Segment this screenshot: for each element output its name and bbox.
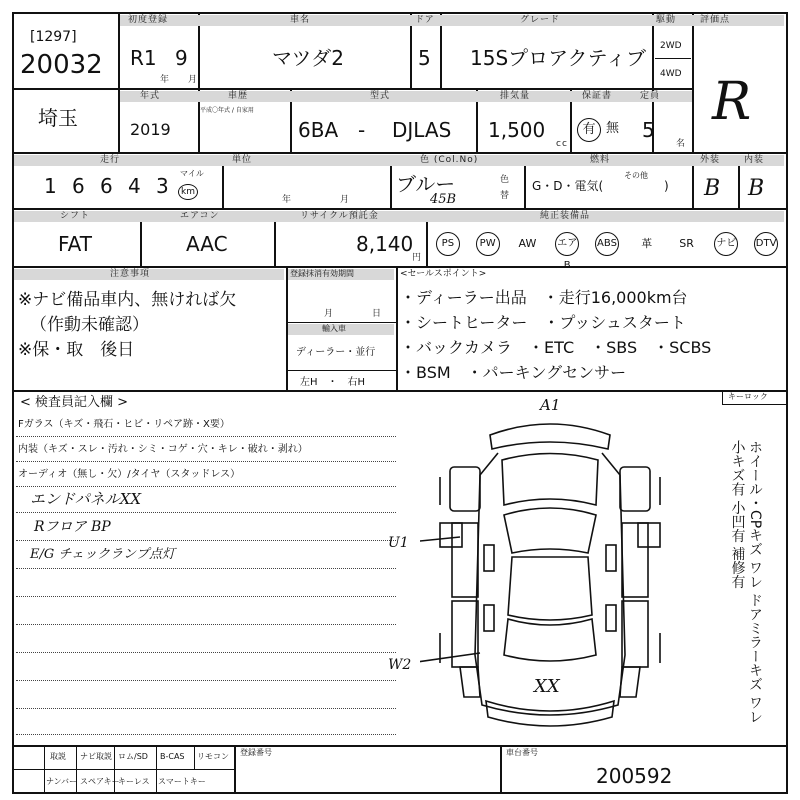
- sales-point-2: ・シートヒーター ・プッシュスタート: [400, 313, 686, 332]
- color-label-2: 替: [500, 191, 511, 201]
- label-recycle: リサイクル預託金: [300, 211, 379, 221]
- equipment-item: [746, 232, 786, 256]
- mileage-digit-2: 6: [72, 174, 85, 198]
- mark-rear-left: W2: [388, 657, 412, 673]
- writing-line-9: [16, 652, 396, 653]
- label-import: 輸入車: [322, 324, 346, 333]
- mileage-digit-5: 3: [156, 174, 169, 198]
- col-sep-q: [274, 222, 276, 266]
- inspector-audio-tire: オーディオ（無し・欠）/タイヤ（スタッドレス）: [18, 469, 241, 480]
- footer-cell-3: [156, 745, 157, 794]
- color-label-1: 色: [500, 175, 511, 185]
- label-fuel: 燃料: [590, 155, 611, 165]
- note-line-3: ※保・取 後日: [18, 340, 135, 360]
- color-code: 45B: [430, 192, 457, 207]
- label-equipment: 純正装備品: [540, 211, 591, 221]
- recycle-fee: 8,140: [356, 232, 414, 256]
- label-lock: キーロック: [728, 392, 768, 401]
- frame-top: [12, 12, 788, 14]
- mark-rear: XX: [534, 676, 560, 697]
- equipment-label: エアB: [555, 232, 579, 256]
- aircon-value: AAC: [186, 232, 228, 256]
- lot-number: 20032: [20, 50, 103, 80]
- handwritten-note-1: エンドパネルXX: [30, 490, 142, 508]
- car-name: マツダ2: [272, 46, 344, 70]
- label-history: 車歴: [228, 91, 249, 101]
- footer-rom-sd: ロム/SD: [118, 752, 148, 761]
- footer-sep-1: [234, 745, 236, 794]
- col-sep-l: [390, 166, 392, 208]
- row-sep-4: [12, 266, 788, 268]
- col-sep-p: [140, 222, 142, 266]
- writing-line-11: [16, 708, 396, 709]
- header-strip-1: [120, 15, 784, 26]
- equipment-label: ABS: [595, 232, 619, 256]
- footer-remote: リモコン: [197, 752, 229, 761]
- label-warranty: 保証書: [582, 91, 613, 101]
- writing-line-8: [16, 624, 396, 625]
- front-bumper: [490, 424, 610, 449]
- label-displacement: 排気量: [500, 91, 531, 101]
- sales-point-3: ・バックカメラ ・ETC ・SBS ・SCBS: [400, 338, 712, 357]
- label-score: 評価点: [700, 15, 731, 25]
- color-name: ブルー: [396, 172, 456, 196]
- writing-line-6: [16, 568, 396, 569]
- footer-cell-1: [76, 745, 77, 794]
- first-reg-month-unit: 月: [188, 75, 199, 85]
- fuel-close: ): [664, 179, 669, 193]
- label-drive: 駆動: [656, 15, 677, 25]
- row-sep-3: [12, 208, 788, 210]
- equipment-label: 革: [641, 237, 653, 250]
- mileage-digit-3: 6: [100, 174, 113, 198]
- writing-line-4: [16, 512, 396, 513]
- left-front-fender: [450, 467, 480, 511]
- roof: [508, 557, 592, 620]
- label-inspector: < 検査員記入欄 >: [20, 395, 129, 410]
- first-reg-month: 9: [175, 46, 188, 70]
- interior-grade: B: [748, 176, 765, 201]
- label-exterior: 外装: [700, 155, 721, 165]
- equipment-item: [547, 232, 587, 271]
- right-mirror: [638, 523, 660, 547]
- doors-value: 5: [418, 46, 431, 70]
- equipment-label: PW: [476, 232, 500, 256]
- equipment-label: AW: [518, 237, 537, 250]
- model-code: DJLAS: [392, 118, 452, 142]
- model-year: 2019: [130, 120, 171, 139]
- col-sep-k: [222, 166, 224, 208]
- footer-plate: ナンバー: [46, 777, 78, 786]
- drive-divider: [655, 58, 691, 59]
- capacity-unit: 名: [676, 139, 687, 149]
- legend-crack-1: ワレ: [747, 560, 763, 589]
- equipment-label: DTV: [754, 232, 778, 256]
- footer-navi-manual: ナビ取説: [80, 752, 112, 761]
- footer-chassis-label: 車台番号: [506, 748, 538, 757]
- legend-dent: 小凹有: [729, 500, 746, 543]
- blank-year: 年: [282, 195, 293, 205]
- handwritten-note-2: Rフロア BP: [34, 519, 111, 535]
- legend-wheel: ホイール・CPキズ: [747, 440, 763, 557]
- blank-month: 月: [340, 195, 351, 205]
- footer-reg-no-label: 登録番号: [240, 748, 272, 757]
- col-sep-o: [738, 166, 740, 208]
- writing-line-5: [16, 540, 396, 541]
- reg-day: 日: [372, 309, 383, 319]
- equipment-item: [468, 232, 508, 256]
- right-front-door: [622, 523, 648, 597]
- label-model: 型式: [370, 91, 391, 101]
- inspector-interior: 内装（キズ・スレ・汚れ・シミ・コゲ・穴・キレ・破れ・剥れ）: [18, 444, 308, 455]
- footer-mid: [12, 769, 234, 770]
- frame-bottom: [12, 792, 788, 794]
- writing-line-10: [16, 680, 396, 681]
- capacity-value: 5: [642, 118, 655, 142]
- equipment-item: [627, 232, 667, 256]
- footer-cell-2: [114, 745, 115, 794]
- legend-repair: 補修有: [729, 546, 746, 589]
- fuel-other: その他: [624, 171, 648, 180]
- rear-bumper: [486, 701, 614, 726]
- equipment-label: PS: [436, 232, 460, 256]
- label-sales-points: <セールスポイント>: [400, 269, 487, 279]
- equipment-label: ナビ: [714, 232, 738, 256]
- footer-sep-2: [500, 745, 502, 794]
- import-value: ディーラー・並行: [296, 347, 376, 358]
- label-interior: 内装: [744, 155, 765, 165]
- displacement-value: 1,500: [488, 118, 546, 142]
- frame-left: [12, 12, 14, 794]
- first-reg-era: R1: [130, 46, 157, 70]
- footer-cell-0: [44, 745, 45, 794]
- col-sep-n: [692, 166, 694, 208]
- mileage-digit-1: 1: [44, 174, 57, 198]
- windshield: [504, 508, 596, 553]
- sales-point-4: ・BSM ・パーキングセンサー: [400, 363, 627, 382]
- handwritten-note-3: E/G チェックランプ点灯: [30, 547, 175, 562]
- header-strip-4: [14, 211, 784, 222]
- inspector-glass: Fガラス（キズ・飛石・ヒビ・リペア跡・X要）: [18, 419, 230, 430]
- label-grade: グレード: [520, 15, 561, 25]
- footer-spare-key: スペアキー: [80, 777, 120, 786]
- first-reg-year-unit: 年: [160, 75, 171, 85]
- footer-manual: 取説: [50, 752, 66, 761]
- lot-code: [1297]: [30, 29, 77, 45]
- label-model-year: 年式: [140, 91, 161, 101]
- recycle-unit: 円: [412, 253, 423, 263]
- shift-value: FAT: [58, 232, 93, 256]
- equipment-item: [667, 232, 707, 256]
- label-shift: シフト: [60, 211, 91, 221]
- right-front-fender: [620, 467, 650, 511]
- mark-left: U1: [388, 535, 409, 551]
- reg-divider-2: [286, 370, 396, 371]
- label-car-name: 車名: [290, 15, 311, 25]
- col-sep-t: [396, 266, 398, 390]
- model-prefix: 6BA: [298, 118, 339, 142]
- equipment-label: SR: [679, 237, 694, 250]
- label-reg-expiry: 登録抹消有効期間: [290, 269, 354, 278]
- label-unit: 単位: [232, 155, 253, 165]
- writing-line-7: [16, 596, 396, 597]
- hood: [502, 454, 598, 506]
- row-sep-5: [12, 390, 788, 392]
- reg-divider-1: [286, 322, 396, 323]
- label-first-reg: 初度登録: [128, 15, 169, 25]
- right-rear-door: [622, 601, 648, 667]
- equipment-item: [706, 232, 746, 256]
- label-color: 色 (Col.No): [420, 155, 479, 165]
- footer-cell-4: [194, 745, 195, 769]
- header-strip-3: [14, 155, 784, 166]
- equipment-item: [587, 232, 627, 256]
- rear-window: [504, 619, 596, 661]
- sales-point-1: ・ディーラー出品 ・走行16,000km台: [400, 288, 688, 307]
- grade-value: 15Sプロアクティブ: [470, 46, 646, 70]
- equipment-item: [508, 232, 548, 256]
- fuel-text: G・D・電気(: [532, 179, 604, 193]
- legend-mirror: ドアミラーキズ: [747, 593, 763, 692]
- label-capacity: 定員: [640, 91, 661, 101]
- equipment-row: [428, 224, 786, 271]
- writing-line-1: [16, 436, 396, 437]
- row-sep-1: [12, 88, 692, 90]
- mark-front: A1: [540, 396, 561, 414]
- col-sep-a: [118, 12, 120, 152]
- footer-keyless: キーレス: [118, 777, 150, 786]
- warranty-no: 無: [606, 121, 620, 136]
- mileage-digit-4: 4: [128, 174, 141, 198]
- mileage-miles: マイル: [180, 169, 204, 178]
- prefecture: 埼玉: [38, 106, 78, 130]
- label-mileage: 走行: [100, 155, 121, 165]
- note-line-1: ※ナビ備品車内、無ければ欠: [18, 290, 237, 310]
- col-sep-f: [692, 12, 694, 152]
- handle-side: 左H ・ 右H: [300, 377, 366, 388]
- note-line-2: （作動未確認）: [30, 315, 149, 335]
- side-legend: [728, 440, 763, 740]
- mileage-km: km: [178, 184, 198, 200]
- writing-line-12: [16, 734, 396, 735]
- exterior-grade: B: [704, 176, 721, 201]
- score-value: R: [712, 72, 752, 132]
- warranty-yes: 有: [577, 118, 601, 142]
- left-front-door: [452, 523, 478, 597]
- equipment-item: [428, 232, 468, 256]
- left-mirror: [440, 523, 462, 547]
- writing-line-2: [16, 461, 396, 462]
- row-sep-2: [12, 152, 788, 154]
- drive-4wd: 4WD: [660, 69, 682, 79]
- label-doors: ドア: [415, 15, 435, 25]
- history-note: 平成〇年式 / 自家用: [200, 107, 254, 114]
- displacement-unit: cc: [556, 139, 568, 149]
- legend-crack-2: ワレ: [747, 695, 763, 724]
- col-sep-m: [524, 166, 526, 208]
- chassis-number: 200592: [596, 764, 673, 788]
- label-notes: 注意事項: [110, 269, 151, 279]
- footer-bcas: B-CAS: [160, 752, 185, 761]
- reg-month: 月: [324, 309, 335, 319]
- label-aircon: エアコン: [180, 211, 220, 221]
- model-dash: -: [358, 118, 366, 142]
- drive-2wd: 2WD: [660, 41, 682, 51]
- writing-line-3: [16, 486, 396, 487]
- legend-scratch: 小キズ有: [729, 440, 746, 496]
- footer-smart-key: スマートキー: [158, 777, 206, 786]
- row-sep-6: [12, 745, 788, 747]
